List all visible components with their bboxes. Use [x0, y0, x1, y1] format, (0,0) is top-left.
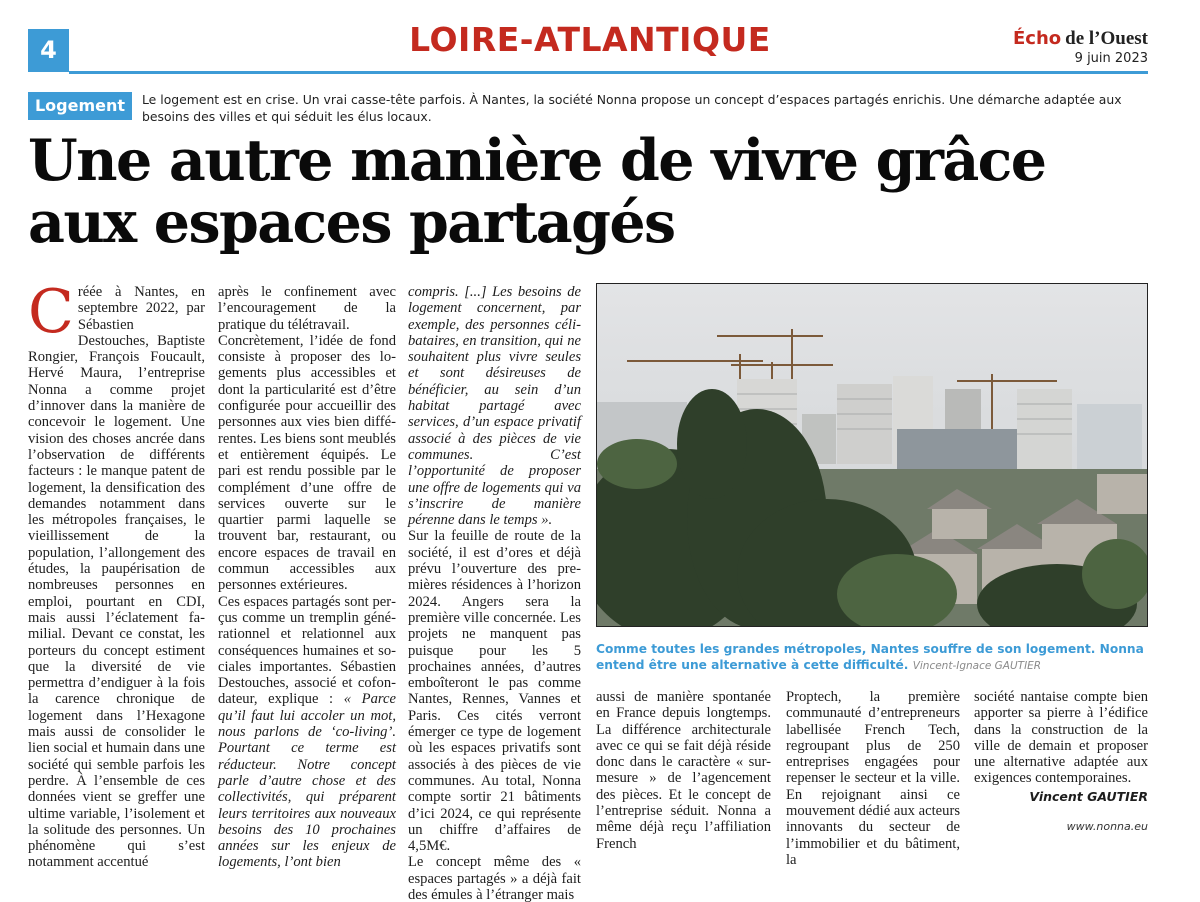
paragraph: aussi de manière spontanée en France depuis longtemps. La différence architecturale avec ce qui se fait déjà réside donc dans le caractère « sur-mesure » de l’agencement des pièces. Et le concept de l’entreprise séduit. Nonna a même déjà reçu l’affiliation French: [596, 689, 771, 852]
article-column-1: [28, 277, 205, 871]
article-column-6: [974, 689, 1148, 805]
masthead: [1013, 28, 1148, 66]
paragraph: Concrètement, l’idée de fond consiste à proposer des logements plus accessibles et dont la particularité est d’être configurée pour accueillir des personnes aux vies bien différentes. Les biens sont meublés et entièrement équipés. Le pari est rendu possible par le complément d’une offre de services ouverte sur le quartier parmi laquelle se trouvent bar, restaurant, ou encore espaces de travail en commun accessibles aux personnes extérieures.: [218, 332, 396, 594]
section-title: LOIRE-ATLANTIQUE: [409, 20, 771, 59]
headline-line-1: Une autre manière de vivre grâce: [28, 127, 1046, 194]
paragraph: Proptech, la première communauté d’entrepreneurs labellisée French Tech, regroupant plus de 250 entreprises engagées pour repenser le secteur et la ville. En rejoignant ainsi ce mouvement dédié aux acteurs innovants du secteur de l’immobilier et du bâtiment, la: [786, 689, 960, 868]
photo-caption: [596, 642, 1152, 674]
byline: Vincent GAUTIER: [1029, 788, 1148, 804]
website-link[interactable]: www.nonna.eu: [1066, 820, 1148, 833]
paragraph: Sur la feuille de route de la société, il est d’ores et déjà prévu l’ouverture des premières résidences à l’horizon 2024. Angers sera la première ville concernée. Les projets ne manquent pas puisque pour les 5 prochaines années, d’autres emboîteront le pas comme Nantes, Rennes, Vannes et Paris. Ces cités verront émerger ce type de logement où les espaces privatifs sont associés à des pièces de vie communes. Au total, Nonna compte sortir 21 bâtiments d’ici 2024, ce qui représente un chiffre d’affaires de 4,5M€.: [408, 528, 581, 855]
paragraph: [218, 594, 396, 871]
kicker-label: Logement: [28, 92, 132, 120]
caption-text: Comme toutes les grandes métropoles, Nantes souffre de son logement. Nonna entend être une alternative à cette difficulté.: [596, 642, 1144, 672]
column-1-text: réée à Nantes, en septembre 2022, par Sébastien Destouches, Baptiste Rongier, François Foucault, Hervé Maura, l’entreprise Nonna a comme projet d’innover dans la manière de concevoir le logement. Une vision des choses ancrée dans l’observation de différents facteurs : le manque patent de logement, la densification des demandes notamment dans les métropoles françaises, le vieillissement de la population, l’allongement des études, la paupérisation de nombreuses personnes en emploi, pourtant en CDI, mais aussi l’éclatement familial. Devant ce constat, les porteurs du concept estiment que la diversité de vie permettra d’endiguer à la fois la carence chronique de logement dans l’Hexagone mais aussi de consolider le lien social et humain dans une société qui semble parfois les perdre. À l’ensemble de ces données vient se greffer une ultime variable, l’isolement et la solitude des personnes. Un phénomène qui s’est notamment accentué: [28, 284, 205, 871]
paragraph: après le confinement avec l’encouragement de la pratique du télétravail.: [218, 284, 396, 333]
drop-cap: C: [28, 277, 74, 347]
standfirst: Le logement est en crise. Un vrai casse-tête parfois. À Nantes, la société Nonna propose un concept d’espaces partagés enrichis. Une démarche adaptée aux besoins des villes et qui séduit les élus locaux.: [142, 92, 1122, 124]
paragraph: société nantaise compte bien apporter sa pierre à l’édifice dans la construction de la ville de demain et proposer une alternative adaptée aux exigences contemporaines.: [974, 689, 1148, 787]
issue-date: 9 juin 2023: [1074, 51, 1148, 66]
article-column-2: [218, 284, 396, 871]
paragraph-lead: Ces espaces partagés sont perçus comme un tremplin générationnel et relationnel aux conséquences humaines et sociales importantes. Sébastien Destouches, associé et cofondateur, explique :: [218, 593, 396, 708]
paragraph: Le concept même des « espaces partagés » a déjà fait des émules à l’étranger mais: [408, 854, 581, 902]
article-column-4: [596, 689, 771, 852]
page-number: 4: [28, 29, 69, 72]
article-column-3: [408, 284, 581, 902]
quote-paragraph: [408, 284, 581, 528]
header-rule: [69, 71, 1148, 74]
quote-text: « Parce qu’il faut lui accoler un mot, nous parlons de ‘co-living’. Pourtant ce terme est réducteur. Notre concept parle d’autre chose et des collectivités, qui préparent leurs territoires aux nouveaux besoins des 10 prochaines années sur les enjeux de logements, l’ont bien: [218, 691, 396, 871]
masthead-title: de l’Ouest: [1065, 28, 1148, 49]
quote-text: compris. [...] Les besoins de logement concernent, par exemple, des personnes célibataires, en transition, qui ne souhaitent plus vivre seules et sont désireuses de bénéficier, au sein d’un habitat partagé avec services, d’un espace privatif associé à des pièces de vie communes. C’est l’opportunité de proposer une offre de logements qui va s’inscrire de manière pérenne dans le temps ».: [408, 284, 581, 529]
masthead-brand: Écho: [1012, 28, 1062, 49]
article-photo: [596, 283, 1148, 627]
headline-line-2: aux espaces partagés: [28, 189, 675, 256]
article-column-5: [786, 689, 960, 868]
headline: [28, 127, 1168, 256]
photo-credit: Vincent-Ignace GAUTIER: [912, 659, 1042, 672]
city-skyline-illustration: [597, 284, 1148, 627]
